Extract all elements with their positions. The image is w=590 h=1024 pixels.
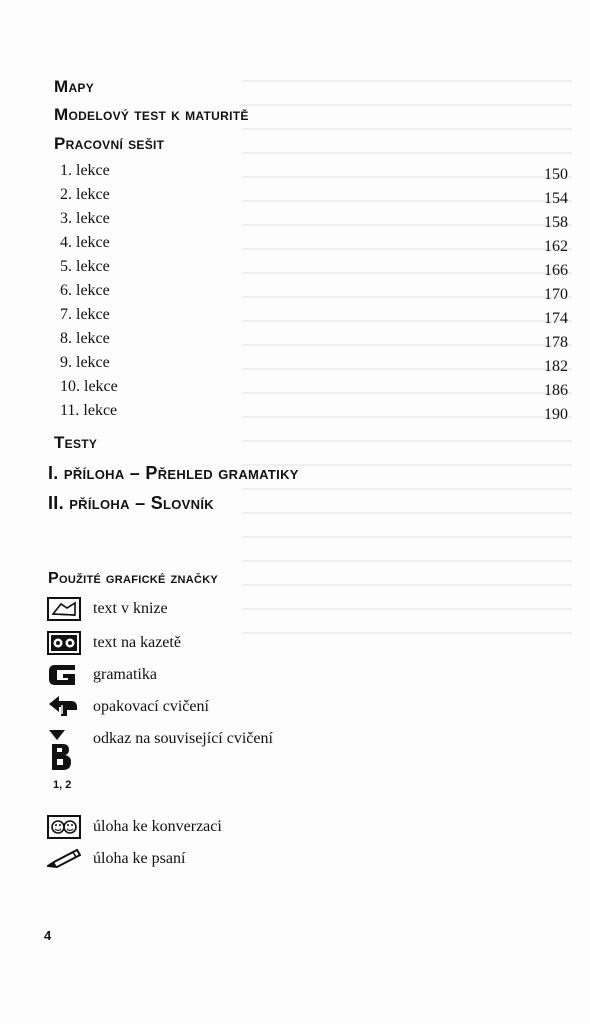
toc-lesson-row bbox=[0, 304, 590, 328]
lesson-page-number: 162 bbox=[544, 238, 568, 255]
page-number: 4 bbox=[44, 928, 52, 943]
lesson-page-number: 154 bbox=[544, 190, 568, 207]
toc-heading-testy: Testy bbox=[54, 433, 98, 452]
lesson-page-number: 158 bbox=[544, 214, 568, 231]
repeat-arrow-icon bbox=[47, 694, 81, 720]
lesson-label: 5. lekce bbox=[60, 258, 110, 275]
legend-text: text na kazetě bbox=[93, 634, 181, 651]
legend-item bbox=[47, 726, 447, 776]
toc-lesson-row bbox=[0, 328, 590, 352]
lesson-page-number: 166 bbox=[544, 262, 568, 279]
legend-item bbox=[47, 630, 447, 658]
toc-heading-mapy: Mapy bbox=[54, 77, 95, 96]
legend-title: Použité grafické značky bbox=[48, 570, 219, 587]
grammar-g-icon bbox=[47, 662, 81, 688]
lesson-page-number: 182 bbox=[544, 358, 568, 375]
cassette-icon bbox=[47, 630, 81, 656]
legend-text: text v knize bbox=[93, 600, 168, 617]
conversation-icon bbox=[47, 814, 81, 840]
toc-heading-priloha-2: II. příloha – Slovník bbox=[48, 493, 214, 513]
book-icon bbox=[47, 596, 81, 622]
lesson-label: 10. lekce bbox=[60, 378, 118, 395]
legend-item bbox=[47, 596, 447, 624]
legend-text: odkaz na související cvičení bbox=[93, 730, 273, 747]
toc-lesson-row bbox=[0, 256, 590, 280]
lesson-label: 2. lekce bbox=[60, 186, 110, 203]
lesson-label: 7. lekce bbox=[60, 306, 110, 323]
toc-lesson-row bbox=[0, 184, 590, 208]
lesson-label: 3. lekce bbox=[60, 210, 110, 227]
legend-text: opakovací cvičení bbox=[93, 698, 209, 715]
lesson-page-number: 186 bbox=[544, 382, 568, 399]
lesson-page-number: 174 bbox=[544, 310, 568, 327]
toc-lesson-row bbox=[0, 376, 590, 400]
reference-b-icon bbox=[47, 726, 81, 774]
toc-lesson-row bbox=[0, 280, 590, 304]
legend-item bbox=[47, 846, 447, 874]
toc-lesson-row bbox=[0, 352, 590, 376]
legend-text: úloha ke psaní bbox=[93, 850, 186, 867]
toc-heading-modelovy-test: Modelový test k maturitě bbox=[54, 105, 249, 124]
pen-icon bbox=[47, 846, 81, 872]
toc-heading-pracovni-sesit: Pracovní sešit bbox=[54, 134, 165, 153]
legend-text: gramatika bbox=[93, 666, 157, 683]
reference-exercise-numbers: 1, 2 bbox=[53, 779, 72, 791]
lesson-label: 8. lekce bbox=[60, 330, 110, 347]
lesson-page-number: 170 bbox=[544, 286, 568, 303]
toc-lesson-row bbox=[0, 160, 590, 184]
lesson-label: 11. lekce bbox=[60, 402, 118, 419]
lesson-label: 9. lekce bbox=[60, 354, 110, 371]
lesson-label: 4. lekce bbox=[60, 234, 110, 251]
legend-item bbox=[47, 694, 447, 722]
legend-text: úloha ke konverzaci bbox=[93, 818, 222, 835]
toc-heading-priloha-1: I. příloha – Přehled gramatiky bbox=[48, 463, 299, 483]
toc-lesson-row bbox=[0, 232, 590, 256]
legend-item bbox=[47, 662, 447, 690]
toc-lesson-row bbox=[0, 400, 590, 424]
lesson-page-number: 150 bbox=[544, 166, 568, 183]
legend-item bbox=[47, 814, 447, 842]
toc-lesson-row bbox=[0, 208, 590, 232]
lesson-page-number: 178 bbox=[544, 334, 568, 351]
lesson-label: 1. lekce bbox=[60, 162, 110, 179]
lesson-label: 6. lekce bbox=[60, 282, 110, 299]
lesson-page-number: 190 bbox=[544, 406, 568, 423]
